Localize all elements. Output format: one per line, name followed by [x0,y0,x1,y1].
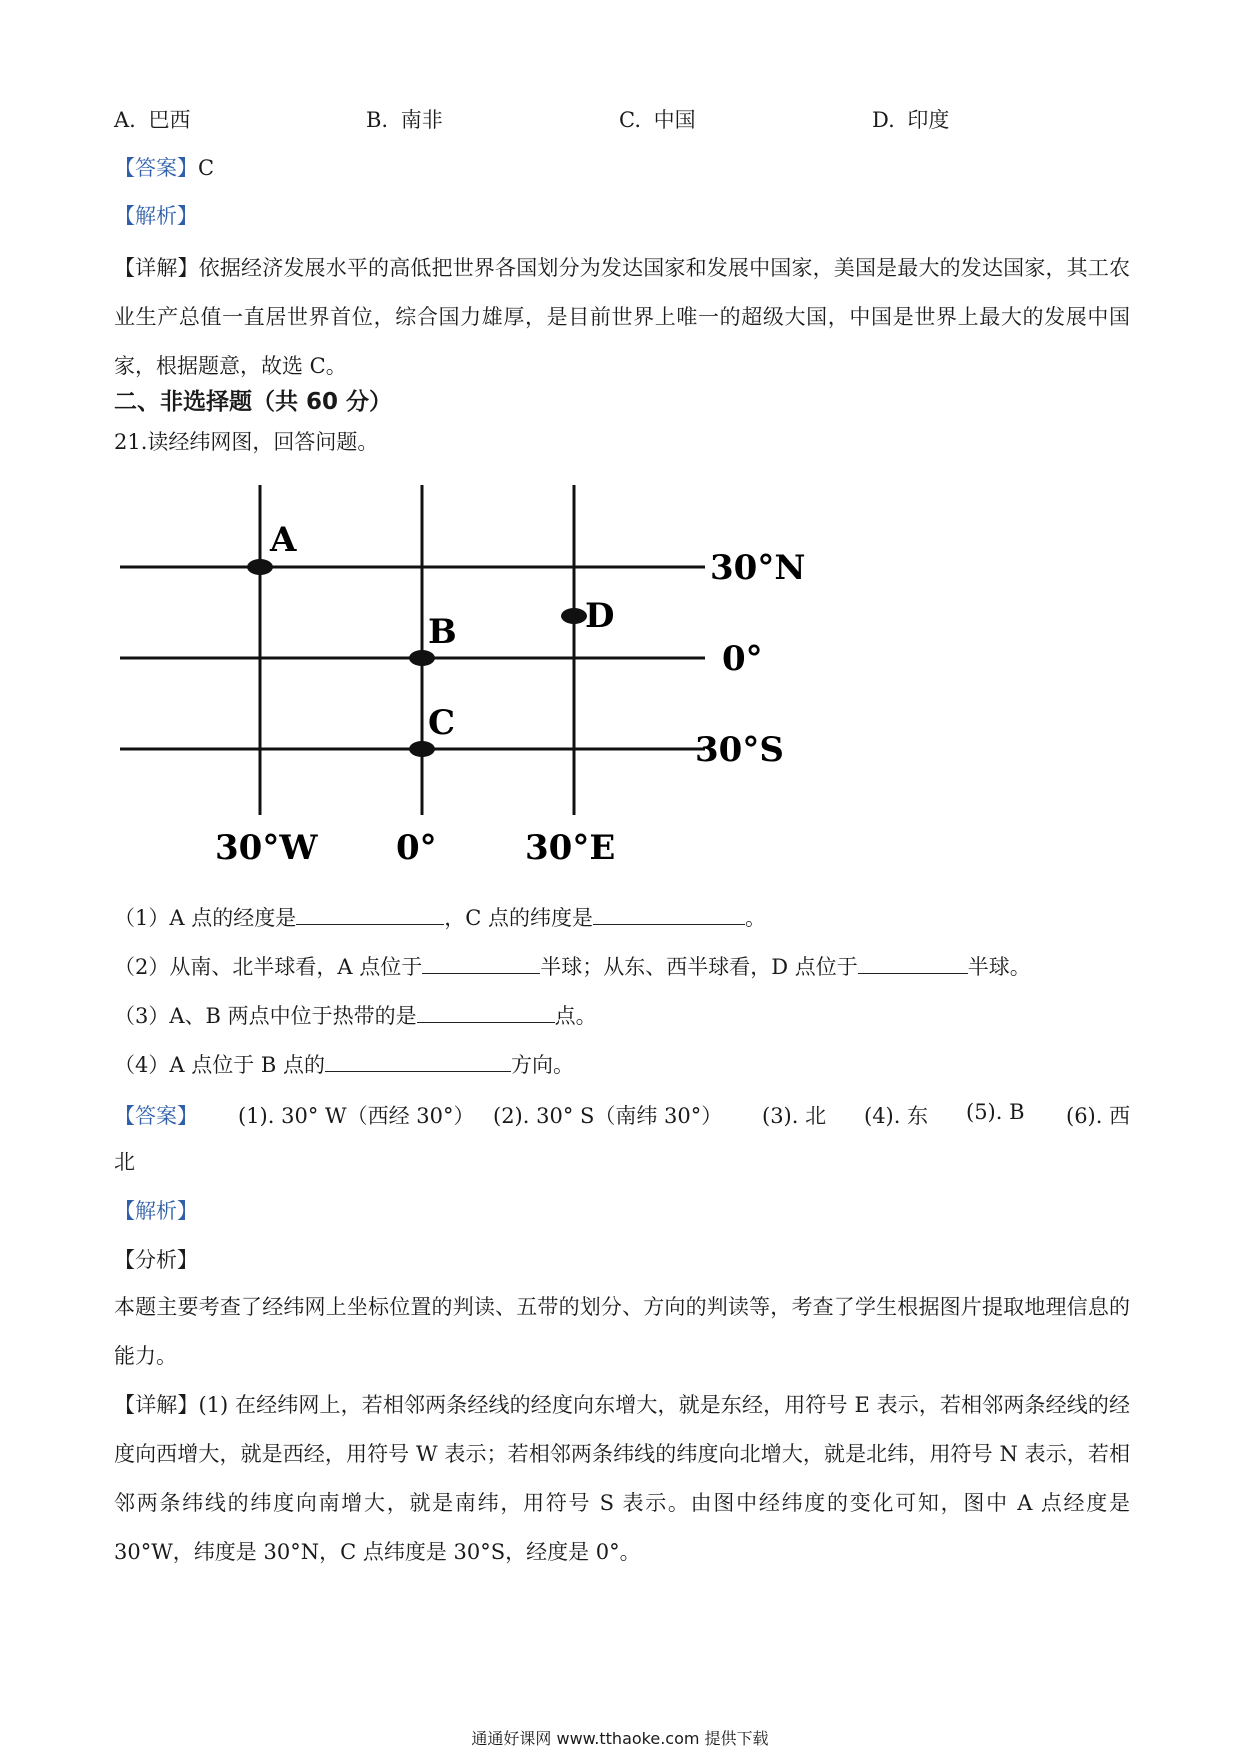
answer-value: C [198,156,215,180]
question-21-stem: 21.读经纬网图，回答问题。 [114,430,379,454]
lat-label-30n: 30°N [710,548,806,588]
lon-label-30e: 30°E [525,828,616,868]
analysis-tag: 【解析】 [114,204,198,228]
blank-4[interactable] [858,951,968,974]
answer-21-item-5: (5). B [966,1100,1025,1124]
subquestion-4: （4）A 点位于 B 点的 方向。 [114,1049,574,1080]
lat-label-30s: 30°S [695,730,784,770]
analysis-21-tag: 【解析】 [114,1199,198,1223]
section-title: 二、非选择题（共 60 分） [114,389,393,415]
lon-label-0: 0° [396,828,437,868]
point-b-label: B [428,612,457,652]
blank-2[interactable] [593,902,745,925]
subquestion-2: （2）从南、北半球看，A 点位于 半球；从东、西半球看，D 点位于 半球。 [114,951,1031,982]
option-c: C. 中国 [619,108,696,132]
detail-21-paragraph: 【详解】(1) 在经纬网上，若相邻两条经线的经度向东增大，就是东经，用符号 E 表示，若相邻两条经线的经度向西增大，就是西经，用符号 W 表示；若相邻两条纬线的纬度向北增大，就是北纬，用符号 N 表示，若相邻两条纬线的纬度向南增大，就是南纬，用符号 S 表示。由图中经纬度的变化可知，图中 A 点经度是 30°W，纬度是 30°N，C 点纬度是 30°S，经度是 0°。 [114,1393,1130,1564]
point-d [561,608,587,624]
point-a-label: A [270,520,297,560]
answer-tag: 【答案】 [114,156,198,180]
fenxi-paragraph: 本题主要考查了经纬网上坐标位置的判读、五带的划分、方向的判读等，考查了学生根据图片提取地理信息的能力。 [114,1295,1130,1368]
option-d: D. 印度 [872,108,950,132]
answer-21-wrap: 北 [114,1150,135,1174]
page-footer: 通通好课网 www.tthaoke.com 提供下载 [471,1729,769,1748]
detail-paragraph: 【详解】依据经济发展水平的高低把世界各国划分为发达国家和发展中国家，美国是最大的发达国家，其工农业生产总值一直居世界首位，综合国力雄厚，是目前世界上唯一的超级大国，中国是世界上最大的发展中国家，根据题意，故选 C。 [114,256,1130,378]
blank-5[interactable] [417,1000,555,1023]
subquestion-1: （1）A 点的经度是 ，C 点的纬度是 。 [114,902,766,933]
answer-21-item-4: (4). 东 [864,1104,929,1128]
answer-21-item-1: (1). 30° W（西经 30°） [238,1104,475,1128]
option-a: A. 巴西 [114,108,191,132]
graticule-diagram [110,485,850,875]
lat-label-equator: 0° [722,639,763,679]
blank-3[interactable] [422,951,540,974]
option-b: B. 南非 [366,108,443,132]
lon-label-30w: 30°W [215,828,318,868]
answer-21-item-6: (6). 西 [1066,1104,1131,1128]
answer-21-item-3: (3). 北 [762,1104,827,1128]
answer-21-tag: 【答案】 [114,1104,198,1128]
subquestion-3: （3）A、B 两点中位于热带的是 点。 [114,1000,597,1031]
point-b [409,650,435,666]
answer-line [114,153,214,183]
point-c [409,741,435,757]
answer-21-item-2: (2). 30° S（南纬 30°） [493,1104,723,1128]
point-a [247,559,273,575]
point-c-label: C [428,703,456,743]
blank-6[interactable] [325,1049,511,1072]
blank-1[interactable] [296,902,444,925]
point-d-label: D [585,596,615,636]
fenxi-tag: 【分析】 [114,1248,198,1272]
